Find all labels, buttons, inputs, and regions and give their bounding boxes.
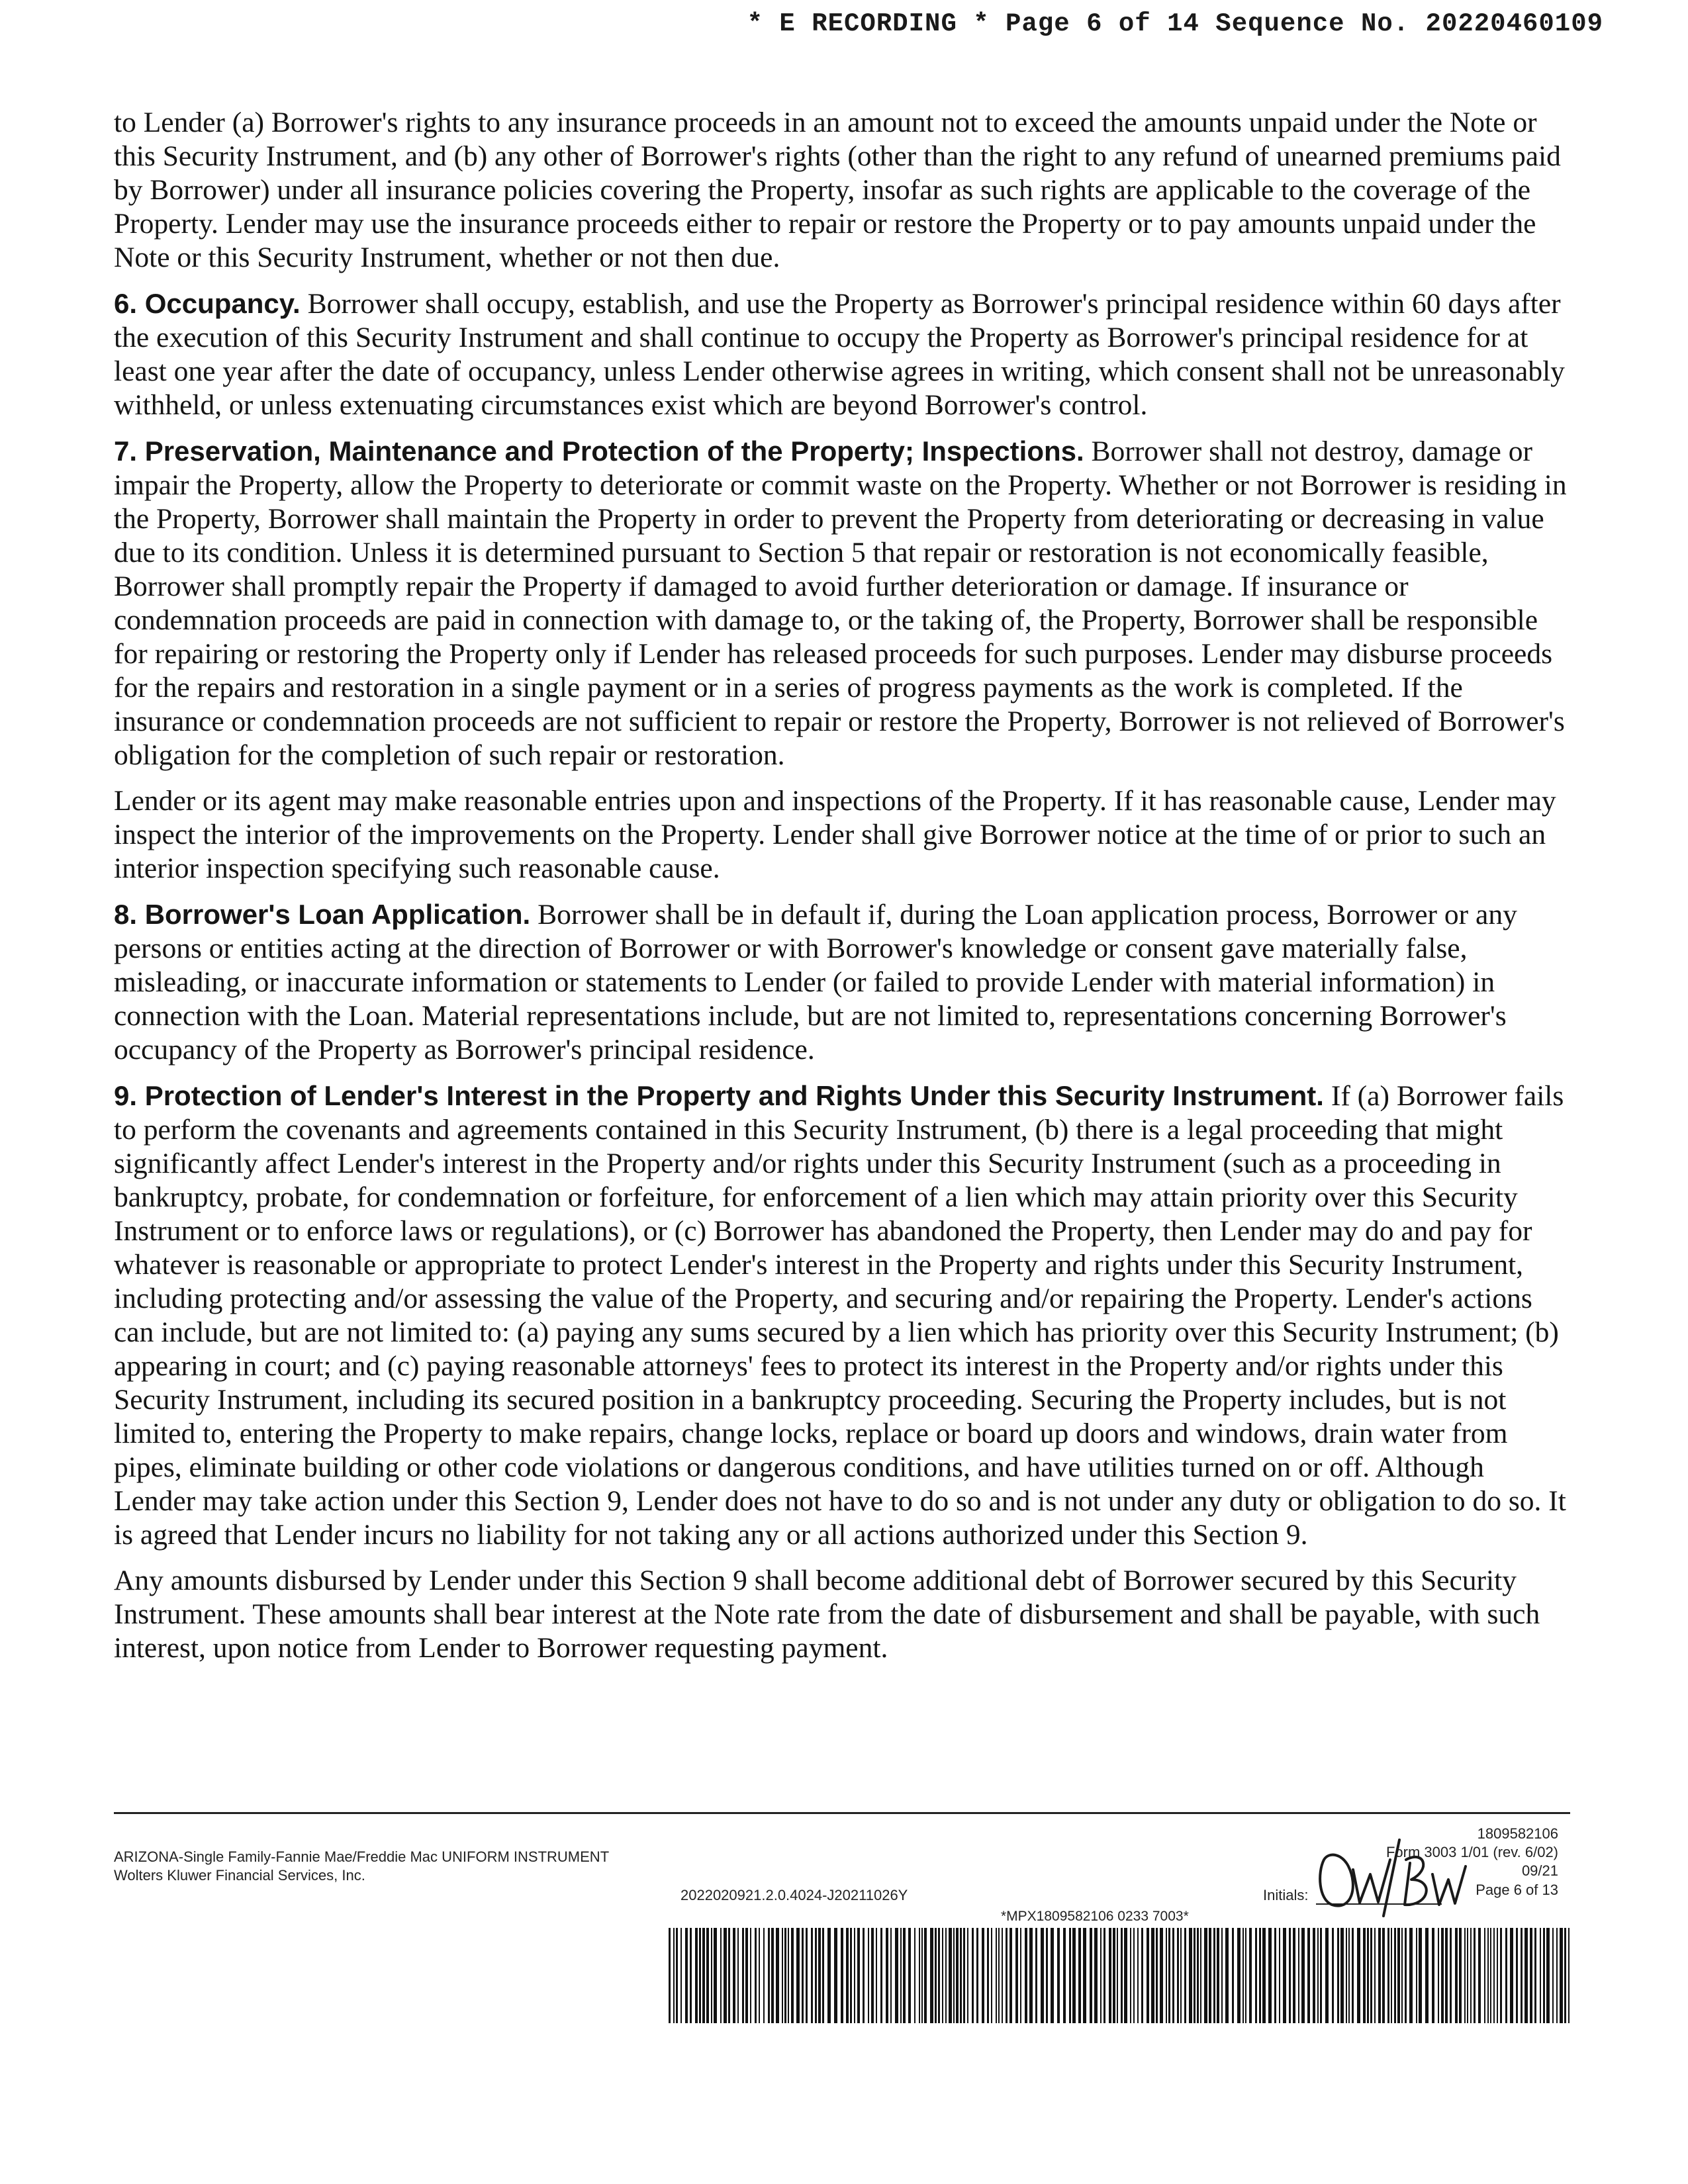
barcode-bar	[1370, 1928, 1372, 2023]
barcode-bar	[1521, 1928, 1523, 2023]
barcode-bar	[1470, 1928, 1472, 2023]
barcode-bar	[1025, 1928, 1027, 2023]
barcode-bar	[733, 1928, 735, 2023]
barcode-bar	[1078, 1928, 1081, 2023]
barcode-bar	[890, 1928, 892, 2023]
barcode-bar	[699, 1928, 701, 2023]
barcode-bar	[1113, 1928, 1115, 2023]
barcode-bar	[695, 1928, 698, 2023]
barcode-bar	[1378, 1928, 1381, 2023]
barcode-bar	[1534, 1928, 1536, 2023]
barcode-bar	[1237, 1928, 1241, 2023]
barcode-bar	[1409, 1928, 1413, 2023]
barcode-bar	[1352, 1928, 1354, 2023]
barcode-bar	[742, 1928, 744, 2023]
barcode-bar	[1425, 1928, 1429, 2023]
barcode-bar	[1006, 1928, 1008, 2023]
barcode-bar	[776, 1928, 779, 2023]
barcode-bar	[850, 1928, 852, 2023]
barcode-bar	[1455, 1928, 1458, 2023]
barcode-bar	[1450, 1928, 1452, 2023]
section-title: 6. Occupancy.	[114, 288, 301, 319]
barcode-bar	[996, 1928, 997, 2023]
barcode-bar	[1530, 1928, 1532, 2023]
barcode-bar	[1564, 1928, 1566, 2023]
document-id: 2022020921.2.0.4024-J20211026Y	[680, 1887, 908, 1903]
barcode-bar	[711, 1928, 712, 2023]
barcode-bar	[728, 1928, 730, 2023]
barcode-bar	[1209, 1928, 1211, 2023]
barcode-bar	[755, 1928, 757, 2023]
barcode-bar	[1445, 1928, 1448, 2023]
barcode-bar	[1340, 1928, 1344, 2023]
barcode-bar	[815, 1928, 817, 2023]
form-title: ARIZONA-Single Family-Fannie Mae/Freddie Mac UNIFORM INSTRUMENT	[114, 1848, 610, 1865]
paragraph-text: Borrower shall not destroy, damage or impair the Property, allow the Property to deteriorate or commit waste on the Property. Whether or not Borrower is residing in the Property, Borrower shall maintain the Property in order to prevent the Property from deteriorating or decreasing in value due to its condition. Unless it is determined pursuant to Section 5 that repair or restoration is not economically feasible, Borrower shall promptly repair the Property if damaged to avoid further deterioration or damage. If insurance or condemnation proceeds are paid in connection with damage to, or the taking of, the Property, Borrower shall be responsible for repairing or restoring the Property only if Lender has released proceeds for such purposes. Lender may disburse proceeds for the repairs and restoration in a single payment or in a series of progress payments as the work is completed. If the insurance or condemnation proceeds are not sufficient to repair or restore the Property, Borrower is not relieved of Borrower's obligation for the completion of such repair or restoration.	[114, 435, 1567, 771]
barcode-text: *MPX1809582106 0233 7003*	[1001, 1909, 1189, 1924]
barcode-bar	[1348, 1928, 1350, 2023]
section-paragraph-continuation	[114, 106, 1570, 275]
barcode-bar	[690, 1928, 692, 2023]
barcode-bar	[1133, 1928, 1135, 2023]
barcode-bar	[1552, 1928, 1554, 2023]
barcode-bar	[1057, 1928, 1060, 2023]
barcode-bar	[967, 1928, 968, 2023]
barcode-bar	[1293, 1928, 1295, 2023]
paragraph-text: Borrower shall be in default if, during the Loan application process, Borrower or any persons or entities acting at the direction of Borrower or with Borrower's knowledge or consent gave materially false, misleading, or inaccurate information or statements to Lender (or failed to provide Lender with material information) in connection with the Loan. Material representations include, but are not limited to, representations concerning Borrower's occupancy of the Property as Borrower's principal residence.	[114, 899, 1517, 1066]
barcode-bar	[987, 1928, 989, 2023]
barcode-bar	[1391, 1928, 1392, 2023]
barcode-bar	[673, 1928, 675, 2023]
barcode-bar	[714, 1928, 717, 2023]
barcode-bar	[1029, 1928, 1033, 2023]
barcode-bar	[1069, 1928, 1071, 2023]
barcode-bar	[841, 1928, 843, 2023]
barcode-bar	[1268, 1928, 1272, 2023]
barcode-bar	[750, 1928, 751, 2023]
barcode-bar	[1137, 1928, 1139, 2023]
barcode-bar	[1041, 1928, 1044, 2023]
barcode-bar	[782, 1928, 783, 2023]
form-number: Form 3003 1/01 (rev. 6/02)	[1385, 1844, 1558, 1860]
barcode-bar	[914, 1928, 915, 2023]
barcode-bar	[788, 1928, 789, 2023]
barcode-bar	[1020, 1928, 1021, 2023]
barcode-bar	[1484, 1928, 1485, 2023]
recording-stamp: * E RECORDING * Page 6 of 14 Sequence No. 20220460109	[747, 9, 1603, 38]
barcode-bar	[976, 1928, 978, 2023]
barcode-bar	[1394, 1928, 1396, 2023]
barcode	[669, 1928, 1570, 2023]
barcode-bar	[854, 1928, 855, 2023]
barcode-bar	[953, 1928, 955, 2023]
section-title: 8. Borrower's Loan Application.	[114, 899, 531, 930]
barcode-bar	[1289, 1928, 1291, 2023]
barcode-bar	[1546, 1928, 1550, 2023]
barcode-bar	[1301, 1928, 1305, 2023]
barcode-bar	[1151, 1928, 1154, 2023]
publisher-name: Wolters Kluwer Financial Services, Inc.	[114, 1867, 365, 1884]
barcode-bar	[1478, 1928, 1481, 2023]
barcode-bar	[685, 1928, 688, 2023]
barcode-bar	[1337, 1928, 1339, 2023]
document-body	[114, 106, 1570, 1677]
barcode-bar	[1124, 1928, 1127, 2023]
barcode-bar	[827, 1928, 831, 2023]
barcode-bar	[886, 1928, 888, 2023]
barcode-bar	[1387, 1928, 1389, 2023]
barcode-bar	[1419, 1928, 1422, 2023]
barcode-bar	[768, 1928, 770, 2023]
barcode-bar	[1298, 1928, 1299, 2023]
barcode-bar	[1510, 1928, 1513, 2023]
barcode-bar	[921, 1928, 923, 2023]
barcode-bar	[1015, 1928, 1018, 2023]
barcode-bar	[1232, 1928, 1234, 2023]
barcode-bar	[1467, 1928, 1468, 2023]
barcode-bar	[1172, 1928, 1174, 2023]
barcode-bar	[1204, 1928, 1207, 2023]
barcode-bar	[876, 1928, 877, 2023]
barcode-bar	[895, 1928, 898, 2023]
barcode-bar	[1543, 1928, 1545, 2023]
barcode-bar	[763, 1928, 765, 2023]
barcode-bar	[1117, 1928, 1118, 2023]
section-preservation	[114, 434, 1570, 772]
barcode-bar	[806, 1928, 808, 2023]
barcode-bar	[1184, 1928, 1186, 2023]
barcode-bar	[1130, 1928, 1131, 2023]
barcode-bar	[1401, 1928, 1403, 2023]
barcode-bar	[706, 1928, 709, 2023]
section-disbursement-paragraph	[114, 1564, 1570, 1665]
barcode-bar	[724, 1928, 727, 2023]
barcode-bar	[702, 1928, 705, 2023]
paragraph-text: to Lender (a) Borrower's rights to any insurance proceeds in an amount not to exceed the amounts unpaid under the Note or this Security Instrument, and (b) any other of Borrower's rights (other than the right to any refund of unearned premiums paid by Borrower) under all insurance policies covering the Property, insofar as such rights are applicable to the coverage of the Property. Lender may use the insurance proceeds either to repair or restore the Property or to pay amounts unpaid under the Note or this Security Instrument, whether or not then due.	[114, 107, 1561, 273]
barcode-bar	[1094, 1928, 1098, 2023]
section-loan-application	[114, 897, 1570, 1067]
barcode-bar	[1046, 1928, 1048, 2023]
barcode-bar	[863, 1928, 865, 2023]
barcode-bar	[880, 1928, 882, 2023]
barcode-bar	[930, 1928, 933, 2023]
barcode-bar	[1168, 1928, 1170, 2023]
barcode-bar	[1325, 1928, 1329, 2023]
barcode-bar	[676, 1928, 678, 2023]
barcode-bar	[942, 1928, 943, 2023]
barcode-bar	[938, 1928, 940, 2023]
paragraph-text: Borrower shall occupy, establish, and use the Property as Borrower's principal residence within 60 days after the execution of this Security Instrument and shall continue to occupy the Property as Borrower's principal residence for at least one year after the date of occupancy, unless Lender otherwise agrees in writing, which consent shall not be unreasonably withheld, or unless extenuating circumstances exist which are beyond Borrower's control.	[114, 288, 1565, 421]
barcode-bar	[1249, 1928, 1252, 2023]
barcode-bar	[1051, 1928, 1054, 2023]
barcode-bar	[1083, 1928, 1086, 2023]
barcode-bar	[1516, 1928, 1518, 2023]
barcode-bar	[1259, 1928, 1261, 2023]
paragraph-text: Lender or its agent may make reasonable entries upon and inspections of the Property. If it has reasonable cause, Lender may inspect the interior of the improvements on the Property. Lender shall give Borrower notice at the time of or prior to such an interior inspection specifying such reasonable cause.	[114, 785, 1556, 884]
section-occupancy	[114, 287, 1570, 422]
barcode-bar	[972, 1928, 974, 2023]
barcode-bar	[1035, 1928, 1037, 2023]
barcode-bar	[1090, 1928, 1092, 2023]
barcode-bar	[1200, 1928, 1201, 2023]
barcode-bar	[1109, 1928, 1111, 2023]
barcode-bar	[1197, 1928, 1199, 2023]
barcode-bar	[784, 1928, 786, 2023]
barcode-bar	[1166, 1928, 1167, 2023]
barcode-bar	[1156, 1928, 1158, 2023]
barcode-bar	[1307, 1928, 1310, 2023]
barcode-bar	[669, 1928, 671, 2023]
barcode-bar	[1189, 1928, 1192, 2023]
barcode-bar	[818, 1928, 821, 2023]
barcode-bar	[1217, 1928, 1219, 2023]
barcode-bar	[802, 1928, 804, 2023]
barcode-bar	[1441, 1928, 1444, 2023]
barcode-bar	[945, 1928, 947, 2023]
barcode-bar	[1367, 1928, 1369, 2023]
barcode-bar	[1072, 1928, 1076, 2023]
initials-signature	[1312, 1833, 1471, 1919]
barcode-bar	[1009, 1928, 1012, 2023]
barcode-bar	[1556, 1928, 1558, 2023]
barcode-bar	[871, 1928, 874, 2023]
barcode-bar	[1279, 1928, 1280, 2023]
barcode-bar	[1180, 1928, 1182, 2023]
barcode-bar	[903, 1928, 906, 2023]
barcode-bar	[1221, 1928, 1223, 2023]
barcode-bar	[1213, 1928, 1215, 2023]
barcode-bar	[1245, 1928, 1246, 2023]
barcode-bar	[1374, 1928, 1376, 2023]
barcode-bar	[935, 1928, 937, 2023]
barcode-bar	[924, 1928, 927, 2023]
barcode-bar	[960, 1928, 962, 2023]
barcode-bar	[949, 1928, 952, 2023]
barcode-bar	[1313, 1928, 1315, 2023]
barcode-bar	[1487, 1928, 1489, 2023]
barcode-bar	[1317, 1928, 1319, 2023]
loan-number: 1809582106	[1477, 1825, 1558, 1842]
barcode-bar	[1524, 1928, 1528, 2023]
initials-label: Initials:	[1263, 1887, 1309, 1903]
barcode-bar	[1568, 1928, 1570, 2023]
barcode-bar	[919, 1928, 920, 2023]
barcode-bar	[1320, 1928, 1322, 2023]
barcode-bar	[1063, 1928, 1066, 2023]
barcode-bar	[737, 1928, 739, 2023]
barcode-bar	[1160, 1928, 1163, 2023]
barcode-bar	[811, 1928, 813, 2023]
barcode-bar	[991, 1928, 992, 2023]
barcode-bar	[759, 1928, 760, 2023]
barcode-bar	[1177, 1928, 1179, 2023]
barcode-bar	[963, 1928, 965, 2023]
section-title: 9. Protection of Lender's Interest in the Property and Rights Under this Security Instrument.	[114, 1080, 1324, 1111]
barcode-bar	[1382, 1928, 1385, 2023]
barcode-bar	[1332, 1928, 1334, 2023]
barcode-bar	[1505, 1928, 1507, 2023]
barcode-bar	[1225, 1928, 1229, 2023]
barcode-bar	[1147, 1928, 1149, 2023]
section-title: 7. Preservation, Maintenance and Protection of the Property; Inspections.	[114, 435, 1084, 467]
revision-date: 09/21	[1521, 1862, 1558, 1879]
barcode-bar	[1438, 1928, 1439, 2023]
barcode-bar	[900, 1928, 902, 2023]
barcode-bar	[846, 1928, 849, 2023]
barcode-bar	[1002, 1928, 1003, 2023]
barcode-bar	[1416, 1928, 1417, 2023]
barcode-bar	[1262, 1928, 1266, 2023]
barcode-bar	[680, 1928, 682, 2023]
barcode-bar	[982, 1928, 984, 2023]
barcode-bar	[1397, 1928, 1400, 2023]
barcode-bar	[1540, 1928, 1541, 2023]
barcode-bar	[1474, 1928, 1476, 2023]
barcode-bar	[1459, 1928, 1462, 2023]
barcode-bar	[791, 1928, 794, 2023]
section-protection	[114, 1079, 1570, 1552]
barcode-bar	[1274, 1928, 1276, 2023]
barcode-bar	[1255, 1928, 1257, 2023]
barcode-bar	[1363, 1928, 1366, 2023]
barcode-bar	[1100, 1928, 1102, 2023]
barcode-bar	[998, 1928, 1000, 2023]
paragraph-text: If (a) Borrower fails to perform the covenants and agreements contained in this Security Instrument, (b) there is a legal proceeding that might significantly affect Lender's interest in the Property and/or rights under this Security Instrument (such as a proceeding in bankruptcy, probate, for condemnation or forfeiture, for enforcement of a lien which may attain priority over this Security Instrument or to enforce laws or regulations), or (c) Borrower has abandoned the Property, then Lender may do and pay for whatever is reasonable or appropriate to protect Lender's interest in the Property and rights under this Security Instrument, including protecting and/or assessing the value of the Property, and securing and/or repairing the Property. Lender's actions can include, but are not limited to: (a) paying any sums secured by a lien which has priority over this Security Instrument; (b) appearing in court; and (c) paying reasonable attorneys' fees to protect its interest in the Property and/or rights under this Security Instrument, including its secured position in a bankruptcy proceeding. Securing the Property includes, but is not limited to, entering the Property to make repairs, change locks, replace or board up doors and windows, drain water from pipes, eliminate building or other code violations or dangerous conditions, and have utilities turned on or off. Although Lender may take action under this Section 9, Lender does not have to do so and is not under any duty or obligation to do so. It is agreed that Lender incurs no liability for not taking any or all actions authorized under this Section 9.	[114, 1080, 1566, 1551]
barcode-bar	[868, 1928, 869, 2023]
barcode-bar	[1121, 1928, 1123, 2023]
barcode-bar	[1500, 1928, 1502, 2023]
barcode-bar	[1103, 1928, 1105, 2023]
barcode-bar	[1490, 1928, 1491, 2023]
barcode-bar	[771, 1928, 774, 2023]
barcode-bar	[745, 1928, 748, 2023]
barcode-bar	[1493, 1928, 1495, 2023]
barcode-bar	[908, 1928, 911, 2023]
barcode-bar	[1346, 1928, 1347, 2023]
barcode-bar	[796, 1928, 800, 2023]
footer-divider	[114, 1812, 1570, 1814]
barcode-bar	[956, 1928, 959, 2023]
barcode-bar	[857, 1928, 860, 2023]
barcode-bar	[1560, 1928, 1563, 2023]
barcode-bar	[1194, 1928, 1196, 2023]
barcode-bar	[1357, 1928, 1360, 2023]
barcode-bar	[1464, 1928, 1466, 2023]
barcode-bar	[822, 1928, 824, 2023]
page-number: Page 6 of 13	[1476, 1882, 1558, 1898]
barcode-bar	[720, 1928, 722, 2023]
barcode-bar	[1497, 1928, 1498, 2023]
barcode-bar	[1283, 1928, 1286, 2023]
barcode-bar	[1405, 1928, 1407, 2023]
barcode-bar	[1243, 1928, 1244, 2023]
barcode-bar	[1432, 1928, 1434, 2023]
section-inspection-paragraph	[114, 784, 1570, 886]
barcode-bar	[834, 1928, 837, 2023]
paragraph-text: Any amounts disbursed by Lender under this Section 9 shall become additional debt of Borrower secured by this Security Instrument. These amounts shall bear interest at the Note rate from the date of disbursement and shall be payable, with such interest, upon notice from Lender to Borrower requesting payment.	[114, 1565, 1540, 1664]
barcode-bar	[1141, 1928, 1143, 2023]
